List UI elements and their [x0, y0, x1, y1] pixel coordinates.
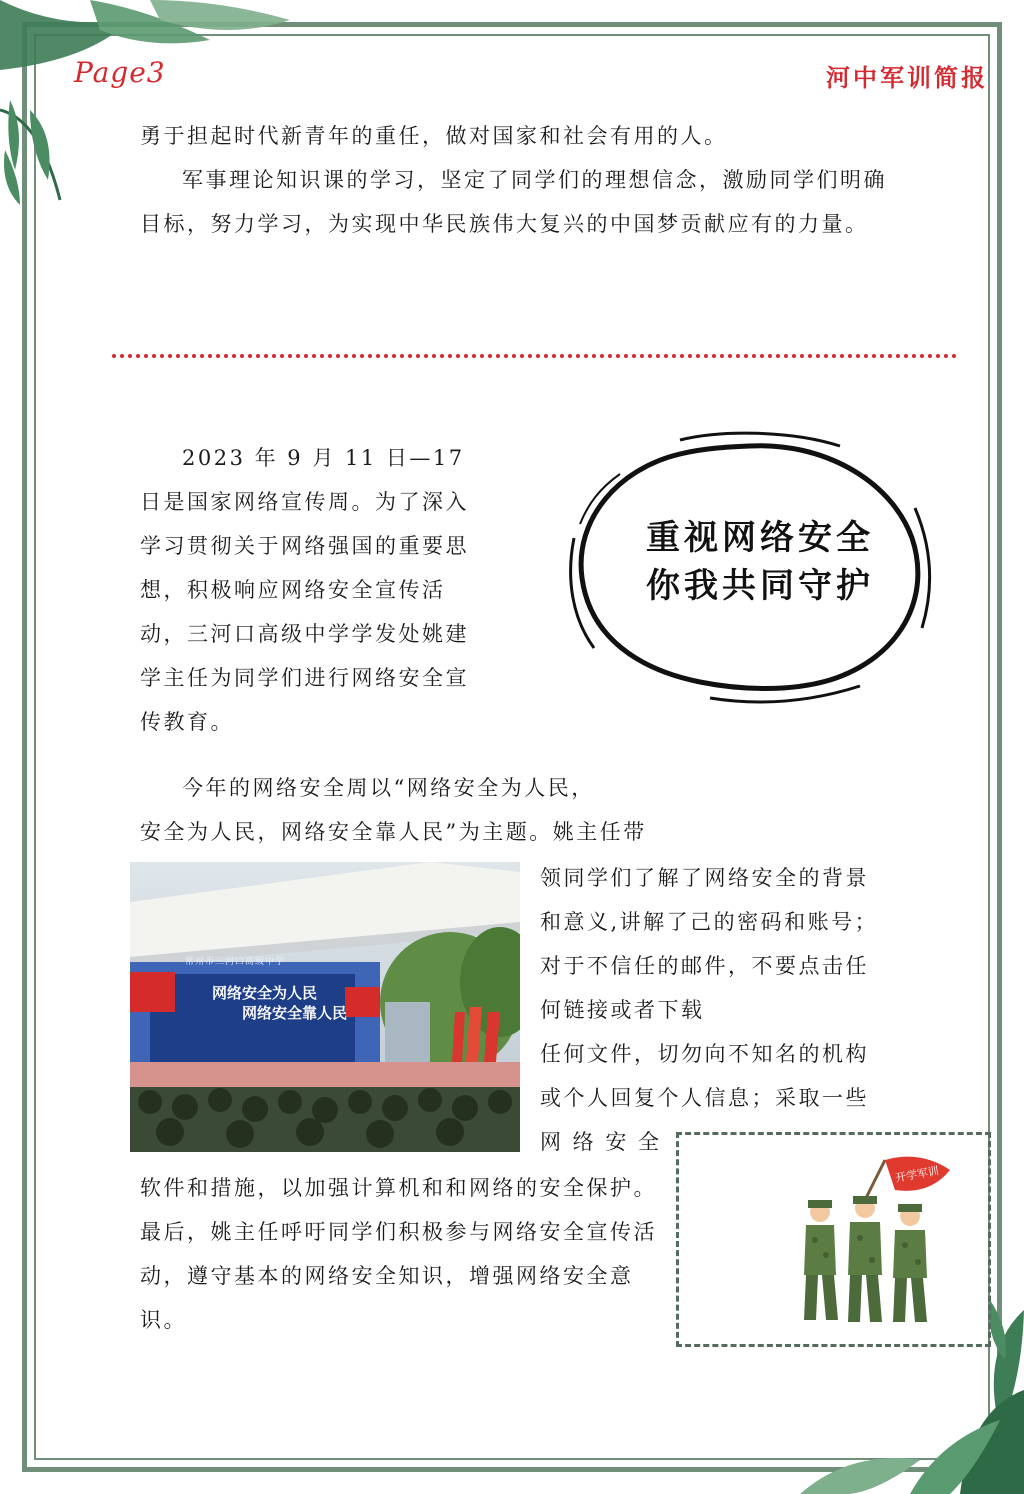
event-photo: [130, 862, 520, 1152]
right-line-2: 和意义,讲解了己的密码和账号；: [540, 910, 879, 934]
photo-banner-school: 常州市三河口高级中学: [185, 957, 286, 967]
right-line-1: 领同学们了解了网络安全的背景: [540, 866, 869, 890]
right-line-7: 网 络 安 全: [540, 1130, 662, 1154]
right-line-5: 任何文件，切勿向不知名的机构: [540, 1042, 869, 1066]
bubble-slogan-line2: 你我共同守护: [646, 566, 874, 606]
paragraph-closing: 软件和措施，以加强计算机和和网络的安全保护。最后，姚主任呼吁同学们积极参与网络安全宣传活动，遵守基本的网络安全知识，增强网络安全意识。: [140, 1176, 657, 1332]
bubble-slogan: [600, 514, 920, 610]
bubble-slogan-line1: 重视网络安全: [646, 518, 874, 558]
right-line-6: 或个人回复个人信息；采取一些: [540, 1086, 869, 1110]
dotted-divider: [112, 354, 957, 358]
paragraph-cyber-week-intro: 2023 年 9 月 11 日—17 日是国家网络宣传周。为了深入学习贯彻关于网络强国的重要思想，积极响应网络安全宣传活动，三河口高级中学学发处姚建学主任为同学们进行网络安全宣传教育。: [140, 446, 469, 734]
page-number-label: Page3: [74, 56, 166, 89]
soldier-flag-label: 开学军训: [894, 1164, 940, 1185]
photo-banner-line2: 网络安全靠人民: [242, 1004, 348, 1022]
paragraph-military-theory: 军事理论知识课的学习，坚定了同学们的理想信念，激励同学们明确目标，努力学习，为实现中华民族伟大复兴的中国梦贡献应有的力量。: [140, 168, 887, 236]
paragraph-intro-end: 勇于担起时代新青年的重任，做对国家和社会有用的人。: [140, 124, 728, 148]
paragraph-theme-line1: 今年的网络安全周以“网络安全为人民，: [182, 776, 595, 800]
paragraph-theme-line2: 安全为人民，网络安全靠人民”为主题。姚主任带: [140, 820, 647, 844]
right-line-4: 何链接或者下载: [540, 998, 705, 1022]
newsletter-title: 河中军训简报: [826, 64, 988, 92]
photo-banner-line1: 网络安全为人民: [212, 984, 318, 1002]
right-line-3: 对于不信任的邮件，不要点击任: [540, 954, 869, 978]
right-column-text: [540, 856, 910, 1164]
